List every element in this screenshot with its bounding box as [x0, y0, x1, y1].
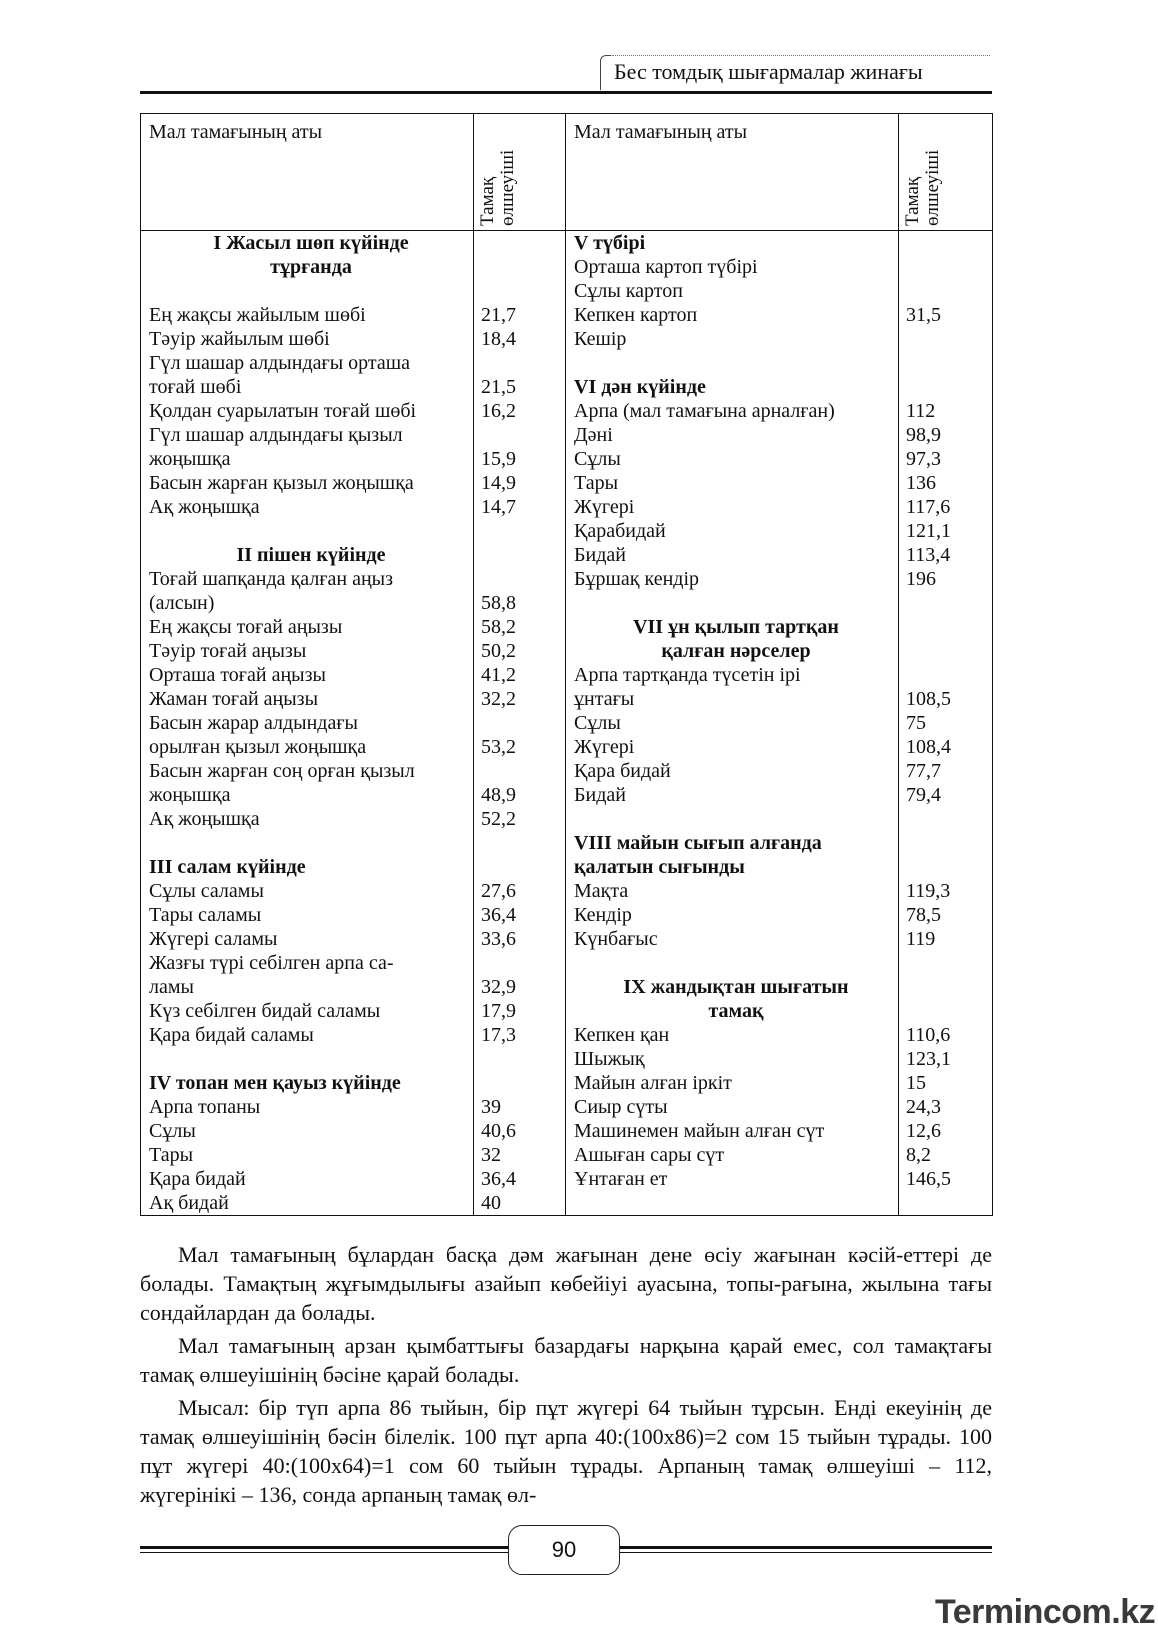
- left-feed-value: 17,3: [481, 1024, 516, 1046]
- right-feed-name: Машинемен майын алған сүт: [574, 1120, 825, 1142]
- right-feed-value: 119: [906, 928, 936, 950]
- left-feed-value: 53,2: [481, 736, 516, 758]
- right-feed-value: 108,4: [906, 736, 951, 758]
- right-feed-name: Бұршақ кендір: [574, 568, 700, 590]
- right-feed-name: Сұлы: [574, 448, 621, 470]
- left-feed-value: 21,7: [481, 304, 516, 326]
- left-feed-name: Ақ жоңышқа: [149, 808, 260, 830]
- right-feed-name: Сұлы картоп: [574, 280, 683, 302]
- right-feed-name: VII ұн қылып тартқан: [633, 616, 839, 638]
- left-feed-name: Гүл шашар алдындағы қызыл: [149, 424, 403, 446]
- paragraph: Мал тамағының арзан қымбаттығы базардағы нарқына қарай емес, сол тамақтағы тамақ өлшеуішінің бәсіне қарай болады.: [140, 1333, 992, 1387]
- page-number-badge: [508, 1525, 620, 1575]
- table-body-row: [141, 231, 993, 1216]
- right-value-header: Тамақ өлшеуіші: [899, 114, 993, 231]
- right-feed-value: 15: [906, 1072, 926, 1094]
- right-feed-value: 121,1: [906, 520, 951, 542]
- left-feed-value: 40: [481, 1192, 501, 1214]
- right-feed-name: Жүгері: [574, 736, 635, 758]
- right-feed-value: [906, 639, 992, 663]
- right-name-header: Мал тамағының аты: [566, 114, 899, 231]
- right-feed-name: Кепкен қан: [574, 1024, 670, 1046]
- header-dotted-rule: [612, 55, 990, 56]
- left-feed-value: 33,6: [481, 928, 516, 950]
- right-feed-name: [574, 807, 898, 831]
- left-feed-name: Жазғы түрі себілген арпа са-: [149, 952, 394, 974]
- right-feed-value: 97,3: [906, 448, 941, 470]
- left-feed-name: Қара бидай: [149, 1168, 246, 1190]
- right-feed-name: Жүгері: [574, 496, 635, 518]
- left-feed-value: [481, 759, 565, 783]
- right-feed-value: [906, 831, 992, 855]
- left-feed-value: [481, 567, 565, 591]
- left-feed-value: [481, 855, 565, 879]
- left-feed-name: Тары: [149, 1144, 194, 1166]
- left-feed-name: [149, 279, 473, 303]
- left-feed-value: [481, 351, 565, 375]
- right-feed-name: Сұлы: [574, 712, 621, 734]
- left-feed-name: Басын жарған соң орған қызыл: [149, 760, 415, 782]
- left-feed-value: 36,4: [481, 904, 516, 926]
- left-feed-value: [481, 711, 565, 735]
- right-feed-value: [906, 807, 992, 831]
- left-feed-name: Гүл шашар алдындағы орташа: [149, 352, 411, 374]
- left-feed-value: 17,9: [481, 1000, 516, 1022]
- left-feed-value: 52,2: [481, 808, 516, 830]
- left-feed-value: 32,2: [481, 688, 516, 710]
- right-feed-value: [906, 855, 992, 879]
- right-feed-value: [906, 615, 992, 639]
- left-feed-value: [481, 831, 565, 855]
- left-feed-value: 18,4: [481, 328, 516, 350]
- left-feed-value: [481, 1047, 565, 1071]
- left-feed-name: Ең жақсы жайылым шөбі: [149, 304, 366, 326]
- right-feed-name: Тары: [574, 472, 619, 494]
- paragraph: Мал тамағының бұлардан басқа дәм жағынан дене өсіу жағынан кәсій-еттері де болады. Тамақтың жұғымдылығы азайып көбейіуі ауасына, топы-рағына, жылына тағы сондайлардан да болады.: [140, 1242, 992, 1325]
- left-feed-value: 41,2: [481, 664, 516, 686]
- left-feed-name: (алсын): [149, 592, 215, 614]
- site-watermark: Termincom.kz: [935, 1593, 1156, 1631]
- header-bracket: [600, 55, 611, 90]
- left-feed-name: Тары саламы: [149, 904, 262, 926]
- paragraph: Мысал: бір түп арпа 86 тыйын, бір пұт жүгері 64 тыйын тұрсын. Енді екеуінің де тамақ өлшеуішінің бәсін білелік. 100 пұт арпа 40:(100х86)=2 сом 15 тыйын тұрады. 100 пұт жүгері 40:(100х64)=1 сом 60 тыйын тұрады. Арпаның тамақ өлшеуіші – 112, жүгерінікі – 136, сонда арпаның тамақ өл-: [140, 1395, 992, 1507]
- right-feed-name: [574, 351, 898, 375]
- right-feed-value: 78,5: [906, 904, 941, 926]
- right-feed-name: Арпа (мал тамағына арналған): [574, 400, 835, 422]
- left-feed-value: 27,6: [481, 880, 516, 902]
- left-feed-value: 14,9: [481, 472, 516, 494]
- left-feed-name: [149, 1047, 473, 1071]
- right-feed-value: [906, 375, 992, 399]
- left-feed-value: [481, 279, 565, 303]
- right-feed-value: 117,6: [906, 496, 951, 518]
- left-feed-value: 39: [481, 1096, 501, 1118]
- left-feed-name: II пішен күйінде: [236, 544, 386, 566]
- right-feed-name: Майын алған іркіт: [574, 1072, 732, 1094]
- body-text: [140, 1240, 992, 1509]
- right-feed-name: Кендір: [574, 904, 632, 926]
- book-title: Бес томдық шығармалар жинағы: [614, 59, 923, 84]
- left-feed-name: Тәуір жайылым шөбі: [149, 328, 330, 350]
- right-feed-value: [906, 279, 992, 303]
- right-feed-value: 112: [906, 400, 936, 422]
- right-feed-name: VIII майын сығып алғанда: [574, 832, 822, 854]
- left-feed-name: тоғай шөбі: [149, 376, 242, 398]
- left-feed-name: Тоғай шапқанда қалған аңыз: [149, 568, 394, 590]
- right-feed-name: Күнбағыс: [574, 928, 658, 950]
- page-number: 90: [551, 1537, 577, 1562]
- left-feed-value: [481, 255, 565, 279]
- right-feed-value: [906, 663, 992, 687]
- left-feed-value: [481, 519, 565, 543]
- right-feed-name: Арпа тартқанда түсетін ірі: [574, 664, 801, 686]
- left-feed-value: [481, 951, 565, 975]
- right-feed-value: 123,1: [906, 1048, 951, 1070]
- right-feed-value: [906, 231, 992, 255]
- left-feed-value: 58,8: [481, 592, 516, 614]
- right-feed-name: V түбірі: [574, 232, 646, 254]
- left-feed-value: 48,9: [481, 784, 516, 806]
- left-feed-name: ламы: [149, 976, 194, 998]
- left-feed-value: 40,6: [481, 1120, 516, 1142]
- header-rule: [140, 91, 992, 94]
- right-feed-value: 113,4: [906, 544, 951, 566]
- right-feed-name: [574, 591, 898, 615]
- left-feed-name: [149, 519, 473, 543]
- left-feed-name: тұрғанда: [270, 256, 352, 278]
- left-name-header: Мал тамағының аты: [141, 114, 474, 231]
- right-feed-value: 79,4: [906, 784, 941, 806]
- left-feed-name: Басын жарар алдындағы: [149, 712, 358, 734]
- left-feed-value: 15,9: [481, 448, 516, 470]
- right-names-column: [566, 231, 899, 1216]
- left-feed-value: [481, 1071, 565, 1095]
- right-feed-value: [906, 591, 992, 615]
- right-feed-value: 98,9: [906, 424, 941, 446]
- right-feed-name: Ашыған сары сүт: [574, 1144, 725, 1166]
- left-feed-value: [481, 423, 565, 447]
- left-feed-name: Сұлы: [149, 1120, 196, 1142]
- right-feed-name: [574, 951, 898, 975]
- right-feed-value: 8,2: [906, 1144, 931, 1166]
- left-feed-value: 32: [481, 1144, 501, 1166]
- left-feed-name: орылған қызыл жоңышқа: [149, 736, 367, 758]
- right-feed-value: [906, 951, 992, 975]
- right-feed-value: 196: [906, 568, 936, 590]
- left-feed-value: [481, 231, 565, 255]
- right-feed-name: қалған нәрселер: [661, 640, 811, 662]
- feed-value-table: [140, 113, 993, 1216]
- right-feed-value: 119,3: [906, 880, 951, 902]
- left-feed-name: Ақ жоңышқа: [149, 496, 260, 518]
- left-feed-name: Сұлы саламы: [149, 880, 264, 902]
- right-feed-name: Қара бидай: [574, 760, 671, 782]
- right-feed-name: VI дән күйінде: [574, 376, 706, 398]
- left-feed-name: Арпа топаны: [149, 1096, 261, 1118]
- left-feed-value: [481, 543, 565, 567]
- left-feed-name: IV топан мен қауыз күйінде: [149, 1072, 401, 1094]
- right-feed-value: [906, 327, 992, 351]
- right-feed-value: 136: [906, 472, 936, 494]
- left-feed-value: 36,4: [481, 1168, 516, 1190]
- left-feed-name: Ең жақсы тоғай аңызы: [149, 616, 343, 638]
- right-feed-name: Шыжық: [574, 1048, 645, 1070]
- left-feed-name: Күз себілген бидай саламы: [149, 1000, 381, 1022]
- left-feed-name: жоңышқа: [149, 784, 231, 806]
- left-feed-name: Жүгері саламы: [149, 928, 278, 950]
- left-feed-name: [149, 831, 473, 855]
- right-feed-value: 146,5: [906, 1168, 951, 1190]
- right-feed-value: [906, 351, 992, 375]
- right-values-column: [899, 231, 993, 1216]
- left-feed-value: 32,9: [481, 976, 516, 998]
- table-header-row: [141, 114, 993, 231]
- right-feed-name: қалатын сығынды: [574, 856, 745, 878]
- right-feed-value: 31,5: [906, 304, 941, 326]
- right-feed-name: Ұнтаған ет: [574, 1168, 668, 1190]
- right-feed-name: Дәні: [574, 424, 613, 446]
- right-feed-name: Бидай: [574, 544, 626, 566]
- left-feed-name: Орташа тоғай аңызы: [149, 664, 326, 686]
- right-feed-value: [906, 975, 992, 999]
- left-feed-name: Қолдан суарылатын тоғай шөбі: [149, 400, 417, 422]
- left-feed-name: III салам күйінде: [149, 856, 306, 878]
- left-feed-name: Тәуір тоғай аңызы: [149, 640, 307, 662]
- right-feed-value: [906, 999, 992, 1023]
- right-feed-value: 77,7: [906, 760, 941, 782]
- left-feed-name: Қара бидай саламы: [149, 1024, 314, 1046]
- right-feed-name: Бидай: [574, 784, 626, 806]
- right-feed-value: [906, 255, 992, 279]
- left-feed-value: 21,5: [481, 376, 516, 398]
- right-feed-value: 75: [906, 712, 926, 734]
- left-feed-name: Жаман тоғай аңызы: [149, 688, 319, 710]
- left-feed-value: 14,7: [481, 496, 516, 518]
- right-feed-name: Мақта: [574, 880, 629, 902]
- left-feed-value: 58,2: [481, 616, 516, 638]
- right-feed-name: Кепкен картоп: [574, 304, 698, 326]
- left-feed-name: жоңышқа: [149, 448, 231, 470]
- right-feed-value: 108,5: [906, 688, 951, 710]
- right-feed-name: Сиыр сүты: [574, 1096, 668, 1118]
- right-feed-name: тамақ: [708, 1000, 764, 1022]
- right-feed-name: Қарабидай: [574, 520, 666, 542]
- left-feed-name: I Жасыл шөп күйінде: [213, 232, 409, 254]
- left-feed-name: Ақ бидай: [149, 1192, 229, 1214]
- right-feed-name: Орташа картоп түбірі: [574, 256, 758, 278]
- right-feed-name: IX жандықтан шығатын: [623, 976, 849, 998]
- right-feed-value: 24,3: [906, 1096, 941, 1118]
- left-feed-name: Басын жарған қызыл жоңышқа: [149, 472, 414, 494]
- right-feed-value: 110,6: [906, 1024, 951, 1046]
- left-feed-value: 16,2: [481, 400, 516, 422]
- running-header: [600, 55, 990, 95]
- right-feed-name: ұнтағы: [574, 688, 635, 710]
- left-values-column: [474, 231, 566, 1216]
- left-feed-value: 50,2: [481, 640, 516, 662]
- left-names-column: [141, 231, 474, 1216]
- left-value-header: Тамақ өлшеуіші: [474, 114, 566, 231]
- right-feed-value: 12,6: [906, 1120, 941, 1142]
- right-feed-name: Кешір: [574, 328, 627, 350]
